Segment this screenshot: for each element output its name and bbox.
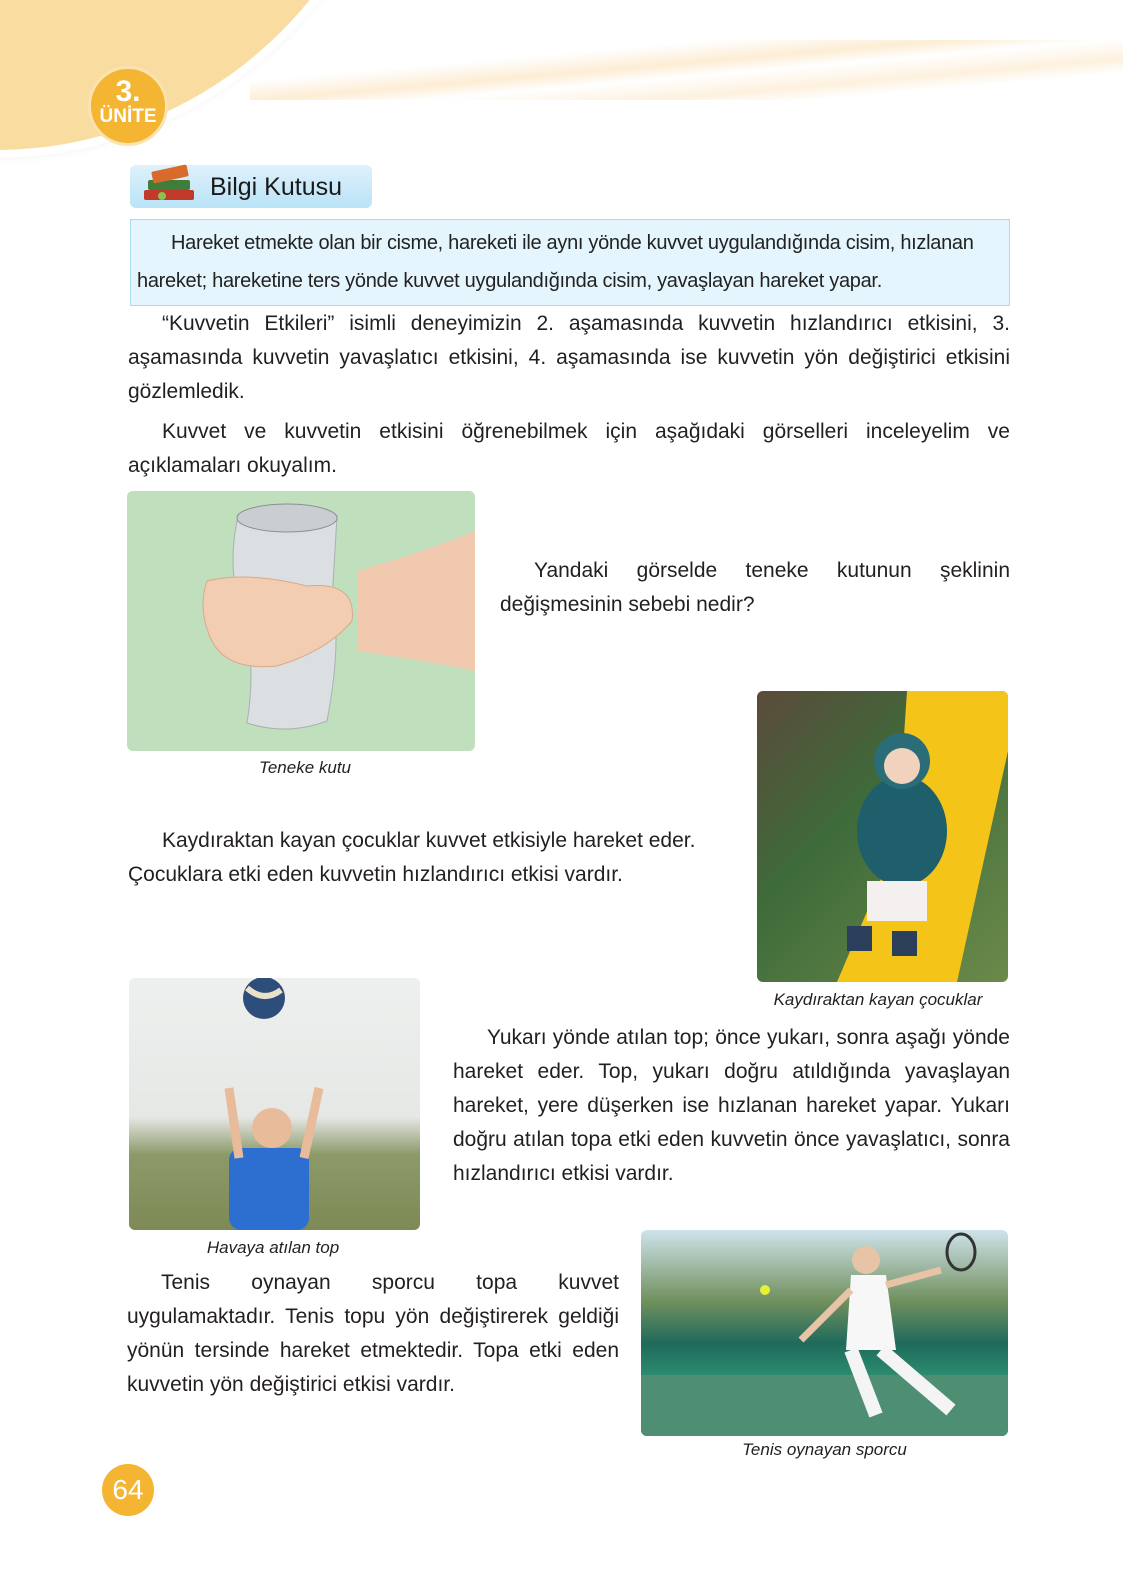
wave-decoration <box>250 40 1123 100</box>
ball-image <box>129 978 420 1230</box>
info-box <box>130 219 1010 306</box>
unit-label: ÜNİTE <box>99 106 157 127</box>
can-image <box>127 491 475 751</box>
tennis-caption: Tenis oynayan sporcu <box>742 1440 907 1459</box>
tennis-image <box>641 1230 1008 1436</box>
slide-children-illustration <box>757 691 1008 982</box>
can-caption: Teneke kutu <box>259 758 351 777</box>
paragraph-intro: Kuvvet ve kuvvetin etkisini öğrenebilmek için aşağıdaki görselleri inceleyelim ve açıklamaları okuyalım. <box>128 420 1010 477</box>
info-box-header <box>130 165 372 208</box>
unit-badge <box>88 66 168 146</box>
books-icon <box>142 156 198 206</box>
page-number: 64 <box>102 1464 154 1516</box>
paragraph-can-question: Yandaki görselde teneke kutunun şeklinin değişmesinin sebebi nedir? <box>500 559 1010 616</box>
ball-caption: Havaya atılan top <box>206 1238 340 1257</box>
unit-number: 3. <box>115 75 141 108</box>
paragraph-tennis: Tenis oynayan sporcu topa kuvvet uygulamaktadır. Tenis topu yön değiştirerek geldiği yönün tersinde hareket etmektedir. Topa etki eden kuvvetin yön değiştirici etkisi vardır. <box>127 1271 619 1396</box>
paragraph-slide: Kaydıraktan kayan çocuklar kuvvet etkisiyle hareket eder. Çocuklara etki eden kuvvetin hızlandırıcı etkisi vardır. <box>128 829 696 886</box>
paragraph-ball: Yukarı yönde atılan top; önce yukarı, sonra aşağı yönde hareket eder. Top, yukarı doğru atıldığında yavaşlayan hareket, yere düşerken ise hızlanan hareket yapar. Yukarı doğru atılan topa etki eden kuvvetin önce yavaşlatıcı, sonra hızlandırıcı etkisi vardır. <box>453 1026 1010 1185</box>
info-box-title: Bilgi Kutusu <box>210 173 343 201</box>
paragraph-experiment: “Kuvvetin Etkileri” isimli deneyimizin 2. aşamasında kuvvetin hızlandırıcı etkisini, 3. aşamasında kuvvetin yavaşlatıcı etkisini, 4. aşamasında ise kuvvetin yön değiştirici etkisini gözlemledik. <box>128 312 1010 403</box>
slide-image <box>757 691 1008 982</box>
crushed-can-illustration <box>127 491 475 751</box>
slide-caption: Kaydıraktan kayan çocuklar <box>773 990 983 1009</box>
boy-throwing-ball-illustration <box>129 978 420 1230</box>
info-box-text: Hareket etmekte olan bir cisme, hareketi ile aynı yönde kuvvet uygulandığında cisim, hızlanan hareket; hareketine ters yönde kuvvet uygulandığında cisim, yavaşlayan hareket yapar. <box>137 232 974 292</box>
tennis-player-illustration <box>641 1230 1008 1436</box>
